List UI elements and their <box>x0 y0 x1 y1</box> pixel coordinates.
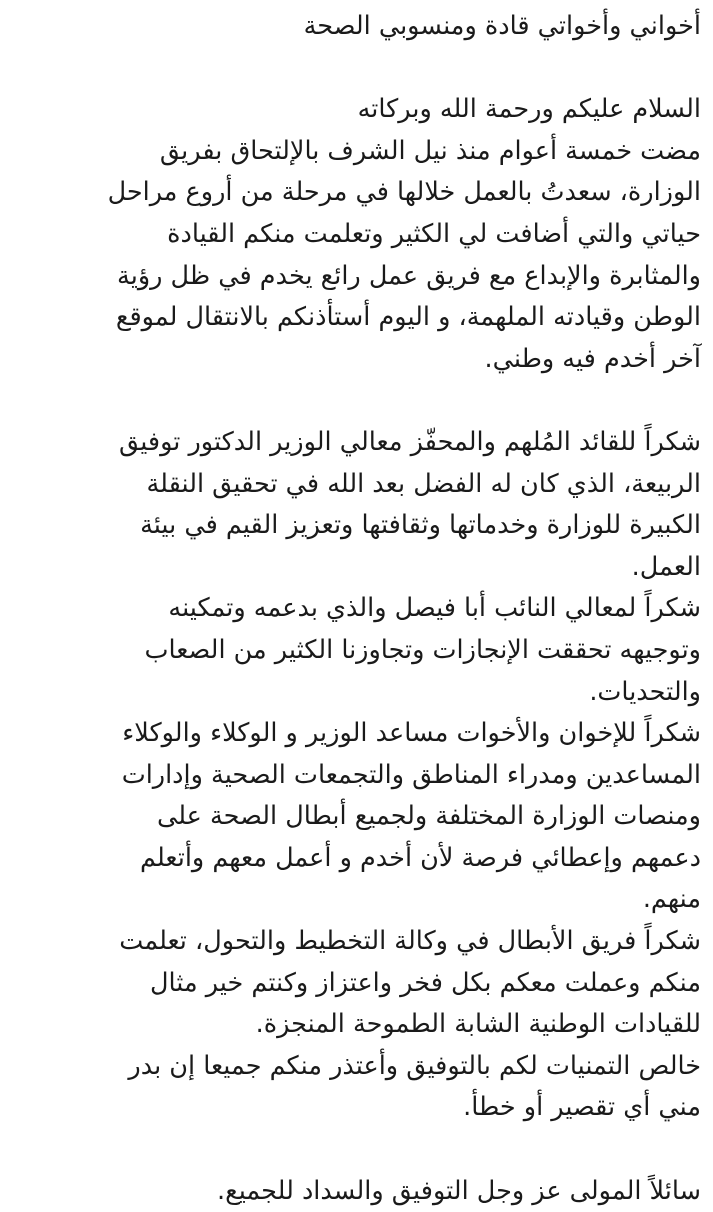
intro-line: الوزارة، سعدتُ بالعمل خلالها في مرحلة من أروع مراحل <box>107 177 701 208</box>
thanks-line: وتوجيهه تحققت الإنجازات وتجاوزنا الكثير من الصعاب <box>144 634 701 665</box>
thanks-line: مني أي تقصير أو خطأ. <box>463 1092 701 1123</box>
paragraph-gap <box>30 48 701 90</box>
greeting-heading-block <box>30 6 701 48</box>
intro-line: آخر أخدم فيه وطني. <box>484 343 701 374</box>
thanks-line: منهم. <box>642 884 701 915</box>
thanks-line: ومنصات الوزارة المختلفة ولجميع أبطال الصحة على <box>156 801 701 832</box>
closing-paragraph <box>30 1171 701 1212</box>
intro-line: حياتي والتي أضافت لي الكثير وتعلمت منكم القيادة <box>167 218 701 249</box>
intro-line: الوطن وقيادته الملهمة، و اليوم أستأذنكم بالانتقال لموقع <box>115 302 701 333</box>
paragraph-gap <box>30 380 701 422</box>
thanks-line: والتحديات. <box>589 676 701 707</box>
thanks-paragraph <box>30 422 701 1129</box>
intro-line: السلام عليكم ورحمة الله وبركاته <box>357 94 701 125</box>
thanks-line: دعمهم وإعطائي فرصة لأن أخدم و أعمل معهم وأتعلم <box>140 842 701 873</box>
thanks-line: الربيعة، الذي كان له الفضل بعد الله في تحقيق النقلة <box>146 468 701 499</box>
thanks-line: للقيادات الوطنية الشابة الطموحة المنجزة. <box>255 1009 701 1040</box>
thanks-line: العمل. <box>631 551 701 582</box>
thanks-line: شكراً للإخوان والأخوات مساعد الوزير و الوكلاء والوكلاء <box>122 718 701 749</box>
thanks-line: شكراً لمعالي النائب أبا فيصل والذي بدعمه وتمكينه <box>168 593 701 624</box>
thanks-line: المساعدين ومدراء المناطق والتجمعات الصحية وإدارات <box>121 759 701 790</box>
thanks-line: شكراً للقائد المُلهم والمحفّز معالي الوزير الدكتور توفيق <box>118 426 701 457</box>
paragraph-gap <box>30 1129 701 1171</box>
thanks-line: الكبيرة للوزارة وخدماتها وثقافتها وتعزيز القيم في بيئة <box>140 510 701 541</box>
closing-line: سائلاً المولى عز وجل التوفيق والسداد للجميع. <box>217 1175 701 1206</box>
thanks-line: شكراً فريق الأبطال في وكالة التخطيط والتحول، تعلمت <box>119 926 701 957</box>
thanks-line: خالص التمنيات لكم بالتوفيق وأعتذر منكم جميعا إن بدر <box>128 1050 701 1081</box>
greeting-heading: أخواني وأخواتي قادة ومنسوبي الصحة <box>303 11 701 41</box>
thanks-line: منكم وعملت معكم بكل فخر واعتزاز وكنتم خير مثال <box>149 967 701 998</box>
intro-paragraph <box>30 89 701 380</box>
intro-line: مضت خمسة أعوام منذ نيل الشرف بالإلتحاق بفريق <box>159 135 701 166</box>
intro-line: والمثابرة والإبداع مع فريق عمل رائع يخدم في ظل رؤية <box>117 260 701 291</box>
